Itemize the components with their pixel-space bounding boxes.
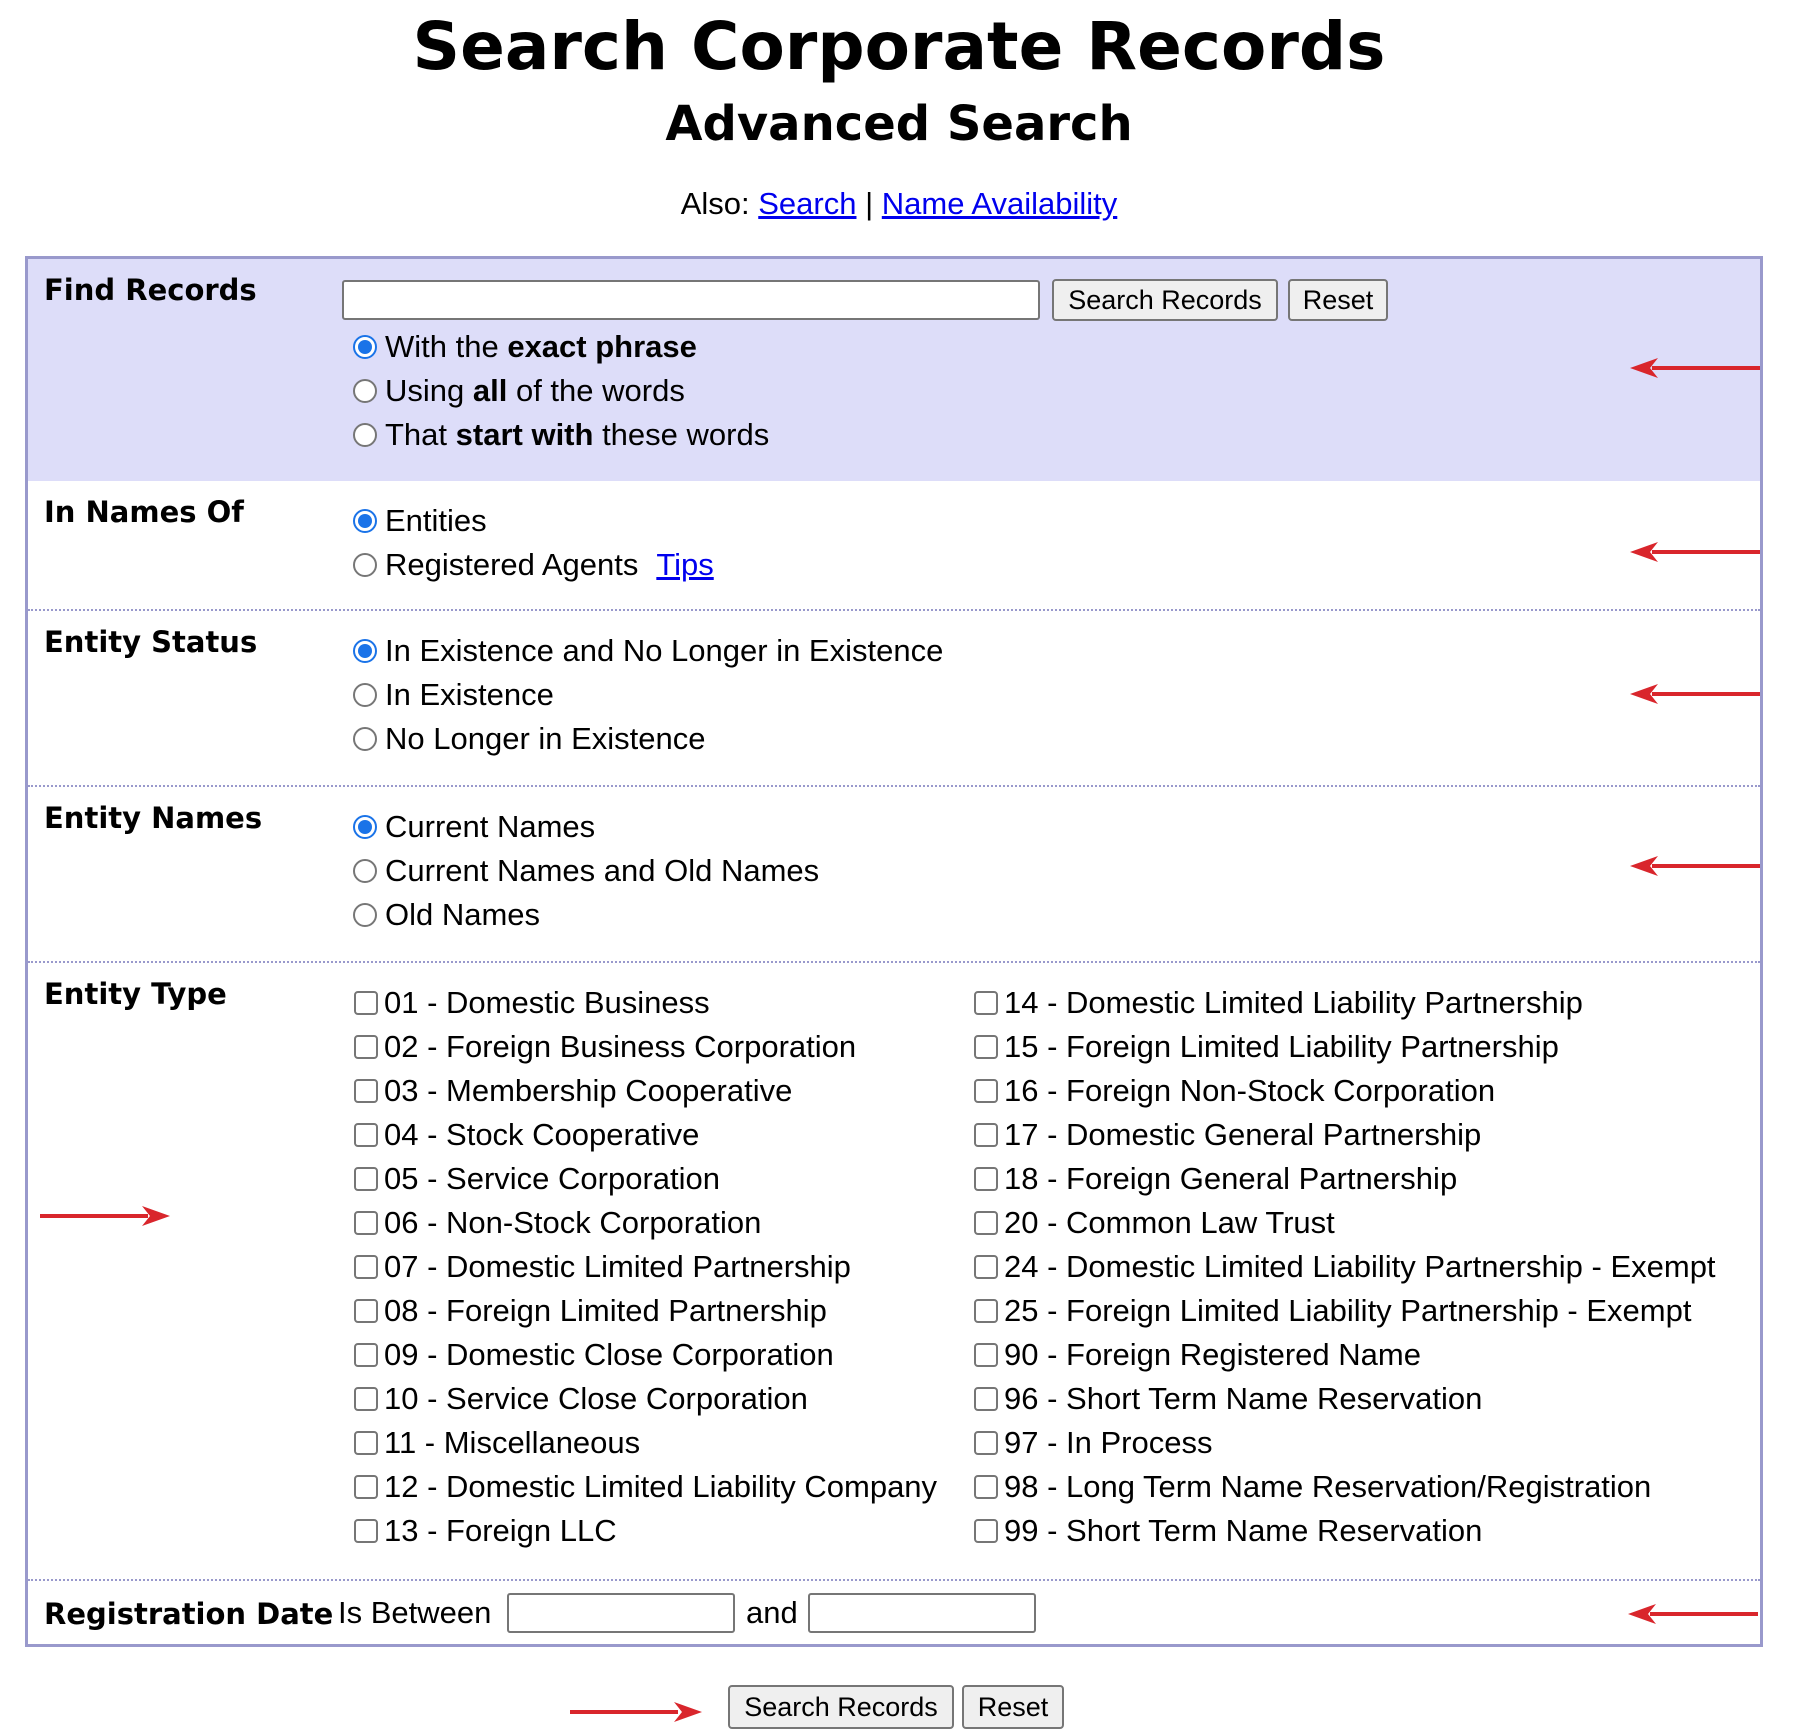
option-current-names[interactable] [353, 805, 819, 849]
entity-type-checkbox[interactable] [974, 1123, 998, 1147]
entity-type-option[interactable] [354, 1113, 937, 1157]
entity-type-label-text: 18 - Foreign General Partnership [1004, 1161, 1458, 1196]
entity-type-option[interactable] [974, 1333, 1716, 1377]
option-text: Current Names [385, 809, 596, 844]
entity-type-label-text: 14 - Domestic Limited Liability Partnership [1004, 985, 1583, 1020]
entity-type-checkbox[interactable] [974, 1079, 998, 1103]
option-old-names[interactable] [353, 893, 819, 937]
registration-date-from-input[interactable] [507, 1593, 735, 1633]
entity-type-option[interactable] [974, 1465, 1716, 1509]
entity-type-checkbox[interactable] [974, 1035, 998, 1059]
entity-type-label-text: 16 - Foreign Non-Stock Corporation [1004, 1073, 1496, 1108]
page-title: Search Corporate Records [412, 8, 1386, 85]
entity-type-label-text: 07 - Domestic Limited Partnership [384, 1249, 851, 1284]
entity-type-option[interactable] [974, 1245, 1716, 1289]
entity-type-option[interactable] [974, 1069, 1716, 1113]
entity-type-label-text: 09 - Domestic Close Corporation [384, 1337, 834, 1372]
arrow-icon [566, 1697, 708, 1727]
radio-all-existence[interactable] [353, 639, 377, 663]
arrow-icon [1628, 353, 1763, 383]
entity-type-label-text: 90 - Foreign Registered Name [1004, 1337, 1421, 1372]
entity-type-option[interactable] [354, 981, 937, 1025]
option-all-words[interactable] [353, 369, 769, 413]
entity-type-option[interactable] [974, 1289, 1716, 1333]
entity-type-option[interactable] [354, 1245, 937, 1289]
entity-type-checkbox[interactable] [354, 1519, 378, 1543]
name-availability-link[interactable]: Name Availability [881, 186, 1118, 221]
option-no-longer-existence[interactable] [353, 717, 943, 761]
arrow-icon [1628, 679, 1763, 709]
arrow-icon [1626, 1599, 1761, 1629]
entity-names-label: Entity Names [44, 801, 263, 835]
option-exact-phrase[interactable] [353, 325, 769, 369]
entity-type-checkbox[interactable] [974, 991, 998, 1015]
entity-type-checkbox[interactable] [354, 1255, 378, 1279]
radio-entities[interactable] [353, 509, 377, 533]
in-names-of-section [28, 481, 1760, 611]
entity-type-option[interactable] [354, 1201, 937, 1245]
entity-type-checkbox[interactable] [974, 1211, 998, 1235]
radio-exact-phrase[interactable] [353, 335, 377, 359]
entity-type-option[interactable] [974, 981, 1716, 1025]
option-start-with[interactable] [353, 413, 769, 457]
page-subtitle: Advanced Search [665, 96, 1133, 152]
also-label: Also: [680, 186, 750, 221]
option-text: In Existence [385, 677, 554, 712]
radio-registered-agents[interactable] [353, 553, 377, 577]
registration-date-section [28, 1581, 1760, 1647]
advanced-search-form [25, 256, 1763, 1647]
entity-type-checkbox[interactable] [354, 1387, 378, 1411]
entity-type-option[interactable] [354, 1377, 937, 1421]
match-mode-options [353, 325, 769, 457]
and-label: and [746, 1595, 798, 1630]
entity-type-option[interactable] [354, 1333, 937, 1377]
option-text: Old Names [385, 897, 541, 932]
radio-start-with[interactable] [353, 423, 377, 447]
option-in-existence[interactable] [353, 673, 943, 717]
registration-date-label: Registration Date [44, 1597, 334, 1631]
entity-type-label-text: 05 - Service Corporation [384, 1161, 720, 1196]
entity-type-label-text: 11 - Miscellaneous [384, 1425, 641, 1460]
entity-type-option[interactable] [974, 1421, 1716, 1465]
entity-status-label: Entity Status [44, 625, 258, 659]
entity-type-option[interactable] [354, 1025, 937, 1069]
arrow-icon [1628, 851, 1763, 881]
entity-type-label: Entity Type [44, 977, 227, 1011]
entity-type-option[interactable] [354, 1157, 937, 1201]
entity-status-section [28, 611, 1760, 787]
entity-type-label-text: 06 - Non-Stock Corporation [384, 1205, 762, 1240]
registration-date-to-input[interactable] [808, 1593, 1036, 1633]
entity-type-label-text: 03 - Membership Cooperative [384, 1073, 793, 1108]
entity-type-checkbox[interactable] [974, 1431, 998, 1455]
entity-type-label-text: 08 - Foreign Limited Partnership [384, 1293, 827, 1328]
radio-in-existence[interactable] [353, 683, 377, 707]
entity-type-label-text: 97 - In Process [1004, 1425, 1213, 1460]
find-records-input[interactable] [342, 280, 1040, 320]
entity-type-checkbox[interactable] [354, 1431, 378, 1455]
option-text: Current Names and Old Names [385, 853, 820, 888]
option-entities[interactable] [353, 499, 714, 543]
entity-type-checkbox[interactable] [354, 1475, 378, 1499]
option-registered-agents[interactable] [353, 543, 714, 587]
entity-type-checkbox[interactable] [354, 1035, 378, 1059]
entity-type-checkbox[interactable] [354, 1343, 378, 1367]
entity-type-label-text: 10 - Service Close Corporation [384, 1381, 808, 1416]
entity-type-checkbox[interactable] [974, 1299, 998, 1323]
entity-type-checkbox[interactable] [354, 1167, 378, 1191]
option-text: Registered Agents [385, 547, 639, 582]
entity-type-checkbox[interactable] [974, 1475, 998, 1499]
radio-no-longer-existence[interactable] [353, 727, 377, 751]
option-current-and-old-names[interactable] [353, 849, 819, 893]
search-records-button[interactable]: Search Records [1052, 279, 1278, 321]
search-link[interactable]: Search [758, 186, 857, 221]
entity-type-option[interactable] [974, 1377, 1716, 1421]
entity-type-option[interactable] [974, 1113, 1716, 1157]
entity-type-option[interactable] [354, 1509, 937, 1553]
entity-type-checkbox[interactable] [354, 1079, 378, 1103]
radio-old-names[interactable] [353, 903, 377, 927]
entity-type-label-text: 17 - Domestic General Partnership [1004, 1117, 1482, 1152]
find-records-section [28, 259, 1760, 481]
option-text: No Longer in Existence [385, 721, 706, 756]
option-text: Using all of the words [385, 373, 685, 408]
entity-type-column-right [974, 981, 1716, 1553]
entity-type-option[interactable] [974, 1201, 1716, 1245]
entity-type-checkbox[interactable] [974, 1343, 998, 1367]
arrow-icon [36, 1201, 176, 1231]
entity-type-label-text: 15 - Foreign Limited Liability Partnership [1004, 1029, 1559, 1064]
entity-type-checkbox[interactable] [354, 1299, 378, 1323]
entity-type-column-left [354, 981, 937, 1553]
entity-type-checkbox[interactable] [974, 1255, 998, 1279]
option-text: In Existence and No Longer in Existence [385, 633, 944, 668]
entity-type-label-text: 01 - Domestic Business [384, 985, 710, 1020]
entity-type-option[interactable] [354, 1069, 937, 1113]
entity-type-section [28, 963, 1760, 1581]
entity-type-checkbox[interactable] [974, 1167, 998, 1191]
footer-search-records-button[interactable]: Search Records [728, 1685, 954, 1729]
radio-current-and-old-names[interactable] [353, 859, 377, 883]
in-names-of-label: In Names Of [44, 495, 244, 529]
option-text: With the exact phrase [385, 329, 697, 364]
entity-type-option[interactable] [354, 1465, 937, 1509]
entity-type-checkbox[interactable] [354, 1123, 378, 1147]
radio-current-names[interactable] [353, 815, 377, 839]
radio-all-words[interactable] [353, 379, 377, 403]
entity-type-label-text: 13 - Foreign LLC [384, 1513, 617, 1548]
entity-type-label-text: 12 - Domestic Limited Liability Company [384, 1469, 938, 1504]
entity-names-section [28, 787, 1760, 963]
entity-type-label-text: 20 - Common Law Trust [1004, 1205, 1335, 1240]
link-separator: | [865, 186, 874, 221]
entity-type-label-text: 24 - Domestic Limited Liability Partnership - Exempt [1004, 1249, 1716, 1284]
find-records-label: Find Records [44, 273, 257, 307]
reset-button[interactable]: Reset [1288, 279, 1388, 321]
entity-type-label-text: 25 - Foreign Limited Liability Partnership - Exempt [1004, 1293, 1692, 1328]
footer-reset-button[interactable]: Reset [962, 1685, 1064, 1729]
option-text: That start with these words [385, 417, 770, 452]
entity-type-label-text: 02 - Foreign Business Corporation [384, 1029, 857, 1064]
entity-type-option[interactable] [974, 1509, 1716, 1553]
entity-type-label-text: 04 - Stock Cooperative [384, 1117, 700, 1152]
entity-type-checkbox[interactable] [354, 991, 378, 1015]
entity-type-checkbox[interactable] [974, 1519, 998, 1543]
is-between-label: Is Between [338, 1595, 492, 1630]
entity-type-checkbox[interactable] [354, 1211, 378, 1235]
entity-type-label-text: 98 - Long Term Name Reservation/Registration [1004, 1469, 1652, 1504]
entity-type-option[interactable] [974, 1025, 1716, 1069]
option-text: Entities [385, 503, 487, 538]
entity-type-option[interactable] [354, 1421, 937, 1465]
entity-type-option[interactable] [974, 1157, 1716, 1201]
option-all-existence[interactable] [353, 629, 943, 673]
entity-type-option[interactable] [354, 1289, 937, 1333]
entity-type-label-text: 99 - Short Term Name Reservation [1004, 1513, 1483, 1548]
tips-link[interactable]: Tips [656, 547, 714, 582]
arrow-icon [1628, 537, 1763, 567]
entity-type-label-text: 96 - Short Term Name Reservation [1004, 1381, 1483, 1416]
entity-type-checkbox[interactable] [974, 1387, 998, 1411]
also-links [0, 186, 1798, 222]
